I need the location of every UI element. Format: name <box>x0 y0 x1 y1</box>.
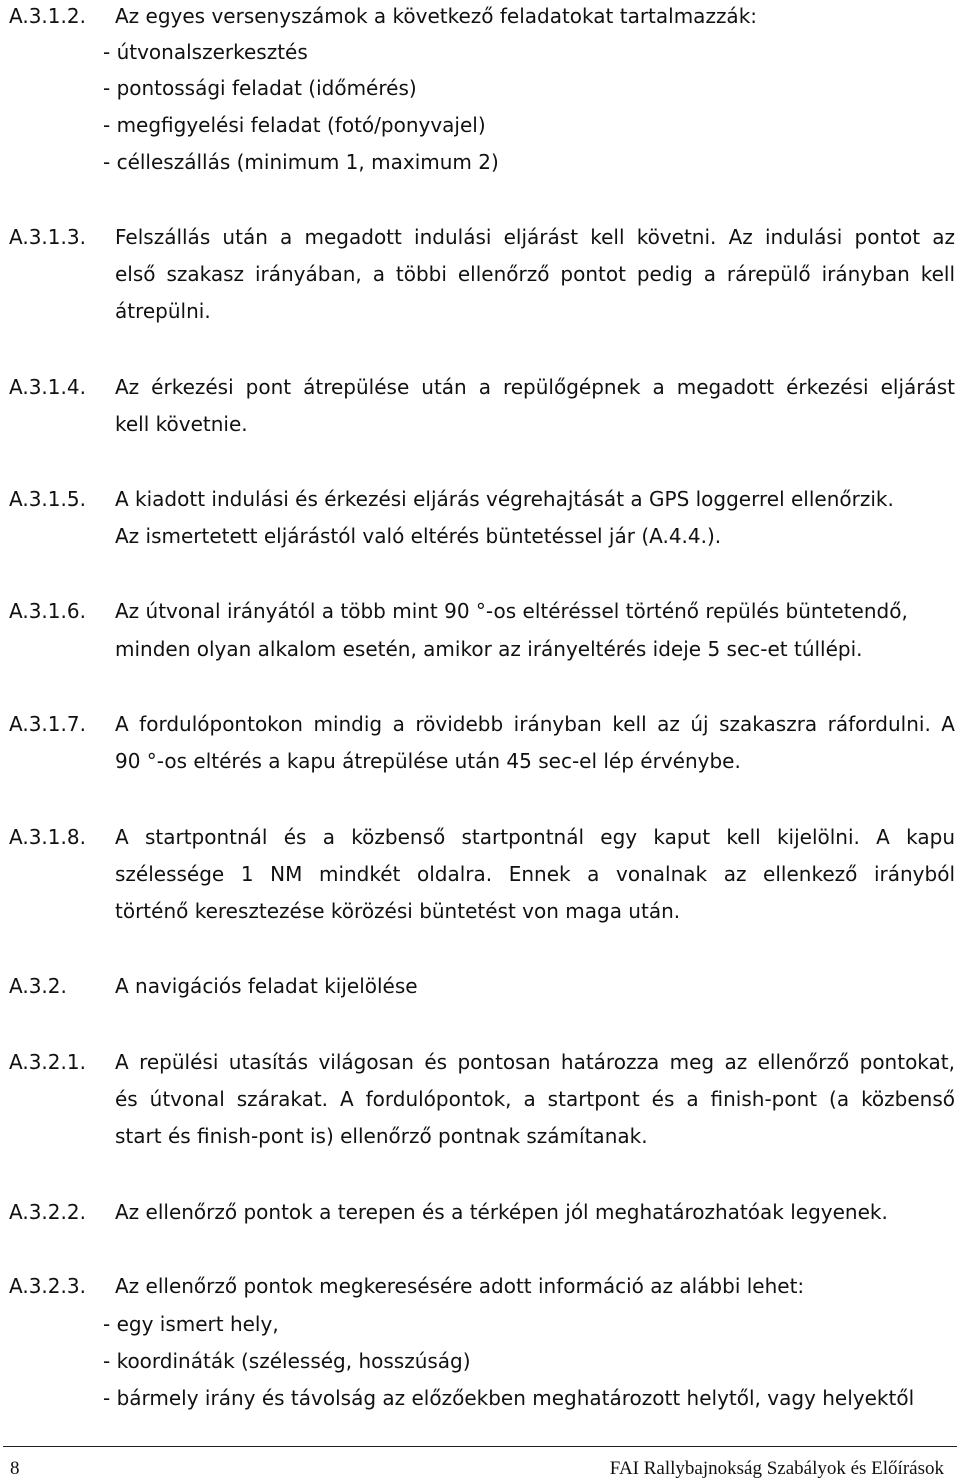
section-number: A.3.1.2. <box>9 4 86 28</box>
section-number: A.3.1.3. <box>9 225 86 249</box>
list-item: - célleszállás (minimum 1, maximum 2) <box>103 150 499 174</box>
section-heading: A navigációs feladat kijelölése <box>115 974 418 998</box>
section-number: A.3.2.3. <box>9 1274 86 1298</box>
section-text-line: A repülési utasítás világosan és pontosan határozza meg az ellenőrző pontokat, <box>115 1050 955 1074</box>
section-text-line: Az ellenőrző pontok a terepen és a térképen jól meghatározhatóak legyenek. <box>115 1200 888 1224</box>
section-text-line: átrepülni. <box>115 299 211 323</box>
section-text-line: A fordulópontokon mindig a rövidebb irányban kell az új szakaszra ráfordulni. A <box>115 712 955 736</box>
section-number: A.3.1.7. <box>9 712 86 736</box>
section-text-line: 90 °-os eltérés a kapu átrepülése után 45 sec-el lép érvénybe. <box>115 749 741 773</box>
section-number: A.3.2. <box>9 974 67 998</box>
footer-divider <box>3 1446 957 1447</box>
section-text-line: A startpontnál és a közbenső startpontnál egy kaput kell kijelölni. A kapu <box>115 825 955 849</box>
section-text-line: Az ismertetett eljárástól való eltérés büntetéssel jár (A.4.4.). <box>115 524 722 548</box>
page-number: 8 <box>10 1458 20 1479</box>
section-number: A.3.1.4. <box>9 375 86 399</box>
section-text-line: első szakasz irányában, a többi ellenőrző pontot pedig a rárepülő irányban kell <box>115 262 955 286</box>
list-item: - pontossági feladat (időmérés) <box>103 76 417 100</box>
section-number: A.3.1.8. <box>9 825 86 849</box>
section-text-line: minden olyan alkalom esetén, amikor az irányeltérés ideje 5 sec-et túllépi. <box>115 637 863 661</box>
footer-title: FAI Rallybajnokság Szabályok és Előírások <box>609 1458 944 1479</box>
section-text-line: kell követnie. <box>115 412 248 436</box>
list-item: - egy ismert hely, <box>103 1312 279 1336</box>
section-text-line: szélessége 1 NM mindkét oldalra. Ennek a vonalnak az ellenkező irányból <box>115 862 955 886</box>
section-number: A.3.2.1. <box>9 1050 86 1074</box>
section-text-line: Felszállás után a megadott indulási eljárást kell követni. Az indulási pontot az <box>115 225 955 249</box>
section-text-line: Az érkezési pont átrepülése után a repülőgépnek a megadott érkezési eljárást <box>115 375 955 399</box>
list-item: - koordináták (szélesség, hosszúság) <box>103 1349 471 1373</box>
section-number: A.3.2.2. <box>9 1200 86 1224</box>
list-item: - megfigyelési feladat (fotó/ponyvajel) <box>103 113 486 137</box>
section-text-line: Az ellenőrző pontok megkeresésére adott információ az alábbi lehet: <box>115 1274 805 1298</box>
section-text-line: Az útvonal irányától a több mint 90 °-os eltéréssel történő repülés büntetendő, <box>115 599 908 623</box>
section-text-line: A kiadott indulási és érkezési eljárás végrehajtását a GPS loggerrel ellenőrzik. <box>115 487 894 511</box>
section-text-line: start és finish-pont is) ellenőrző pontnak számítanak. <box>115 1124 648 1148</box>
section-text-line: és útvonal szárakat. A fordulópontok, a startpont és a finish-pont (a közbenső <box>115 1087 955 1111</box>
list-item: - útvonalszerkesztés <box>103 40 308 64</box>
list-item: - bármely irány és távolság az előzőekben meghatározott helytől, vagy helyektől <box>103 1386 915 1410</box>
section-text-line: Az egyes versenyszámok a következő feladatokat tartalmazzák: <box>115 4 758 28</box>
section-text-line: történő keresztezése körözési büntetést von maga után. <box>115 899 681 923</box>
section-number: A.3.1.6. <box>9 599 86 623</box>
section-number: A.3.1.5. <box>9 487 86 511</box>
